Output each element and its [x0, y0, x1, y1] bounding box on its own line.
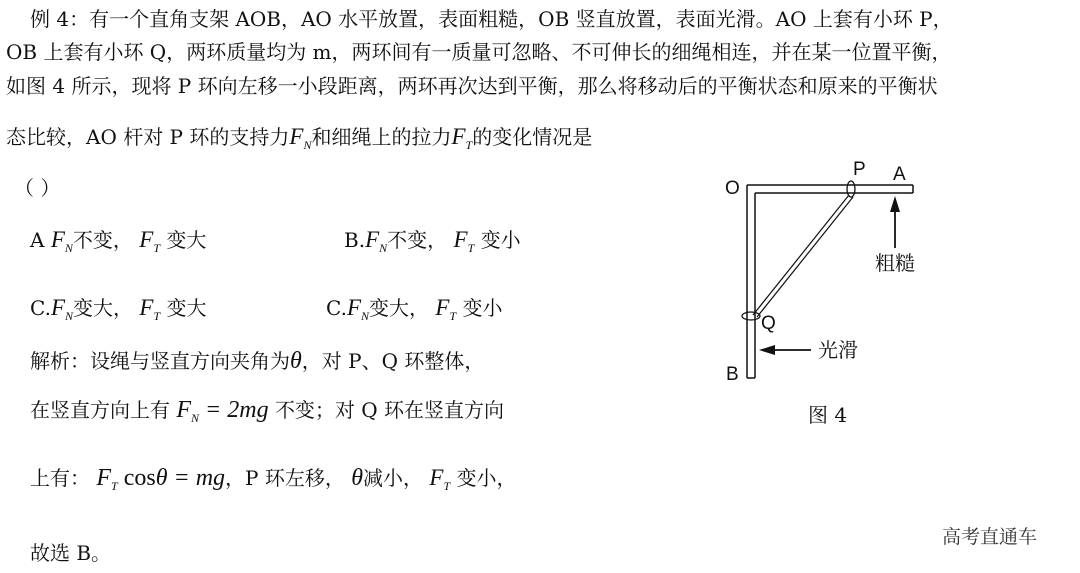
- label-q: Q: [761, 313, 776, 334]
- string-pq-b: [757, 197, 853, 317]
- solution-line-4: 故选 B。: [30, 541, 112, 565]
- option-a: A $F_N$不变， $F_T$ 变大: [30, 227, 207, 255]
- rough-arrow-head: [890, 196, 900, 212]
- symbol-fn: $F_N$: [289, 124, 312, 152]
- equation-ft-cos: $F_T$ cosθ = mg: [96, 465, 226, 493]
- label-rough: 粗糙: [875, 253, 915, 275]
- answer-blank: （ ）: [14, 176, 61, 200]
- watermark: 高考直通车: [942, 526, 1038, 548]
- problem-line-1: 例 4：有一个直角支架 AOB，AO 水平放置，表面粗糙，OB 竖直放置，表面光滑。AO 上套有小环 P，: [30, 7, 953, 31]
- problem-line-4-text-c: 的变化情况是: [472, 125, 593, 149]
- option-b: $B.F_N$不变， $F_T$ 变小: [344, 227, 521, 255]
- label-b: B: [726, 364, 739, 385]
- ring-p: [847, 181, 855, 197]
- figure-4-diagram: [715, 150, 935, 385]
- figure-caption: 图 4: [808, 403, 848, 427]
- solution-line-3: 上有： $F_T$ cosθ = mg，P 环左移， θ减小， $F_T$ 变小，: [30, 465, 517, 493]
- symbol-ft: $F_T$: [451, 124, 473, 152]
- option-c: $C.F_N$变大， $F_T$ 变大: [30, 295, 207, 323]
- string-pq-a: [753, 195, 849, 315]
- label-p: P: [853, 159, 866, 180]
- problem-line-4-text-a: 态比较，AO 杆对 P 环的支持力: [6, 125, 290, 149]
- problem-line-4-text-b: 和细绳上的拉力: [311, 125, 452, 149]
- problem-line-4: [6, 125, 592, 157]
- label-o: O: [725, 178, 740, 199]
- problem-line-2: OB 上套有小环 Q，两环质量均为 m，两环间有一质量可忽略、不可伸长的细绳相连，并在某一位置平衡，: [6, 40, 952, 64]
- label-smooth: 光滑: [818, 340, 858, 362]
- problem-line-3: 如图 4 所示，现将 P 环向左移一小段距离，两环再次达到平衡，那么将移动后的平衡状态和原来的平衡状: [6, 74, 938, 98]
- label-a: A: [893, 164, 906, 185]
- option-d: $C.F_N$变大， $F_T$ 变小: [326, 295, 503, 323]
- solution-line-1: 解析：设绳与竖直方向夹角为θ，对 P、Q 环整体，: [30, 348, 485, 374]
- equation-fn-2mg: $F_N = 2mg$: [176, 397, 269, 425]
- smooth-arrow-head: [759, 345, 775, 355]
- solution-line-2: 在竖直方向上有 $F_N = 2mg$ 不变；对 Q 环在竖直方向: [30, 397, 505, 425]
